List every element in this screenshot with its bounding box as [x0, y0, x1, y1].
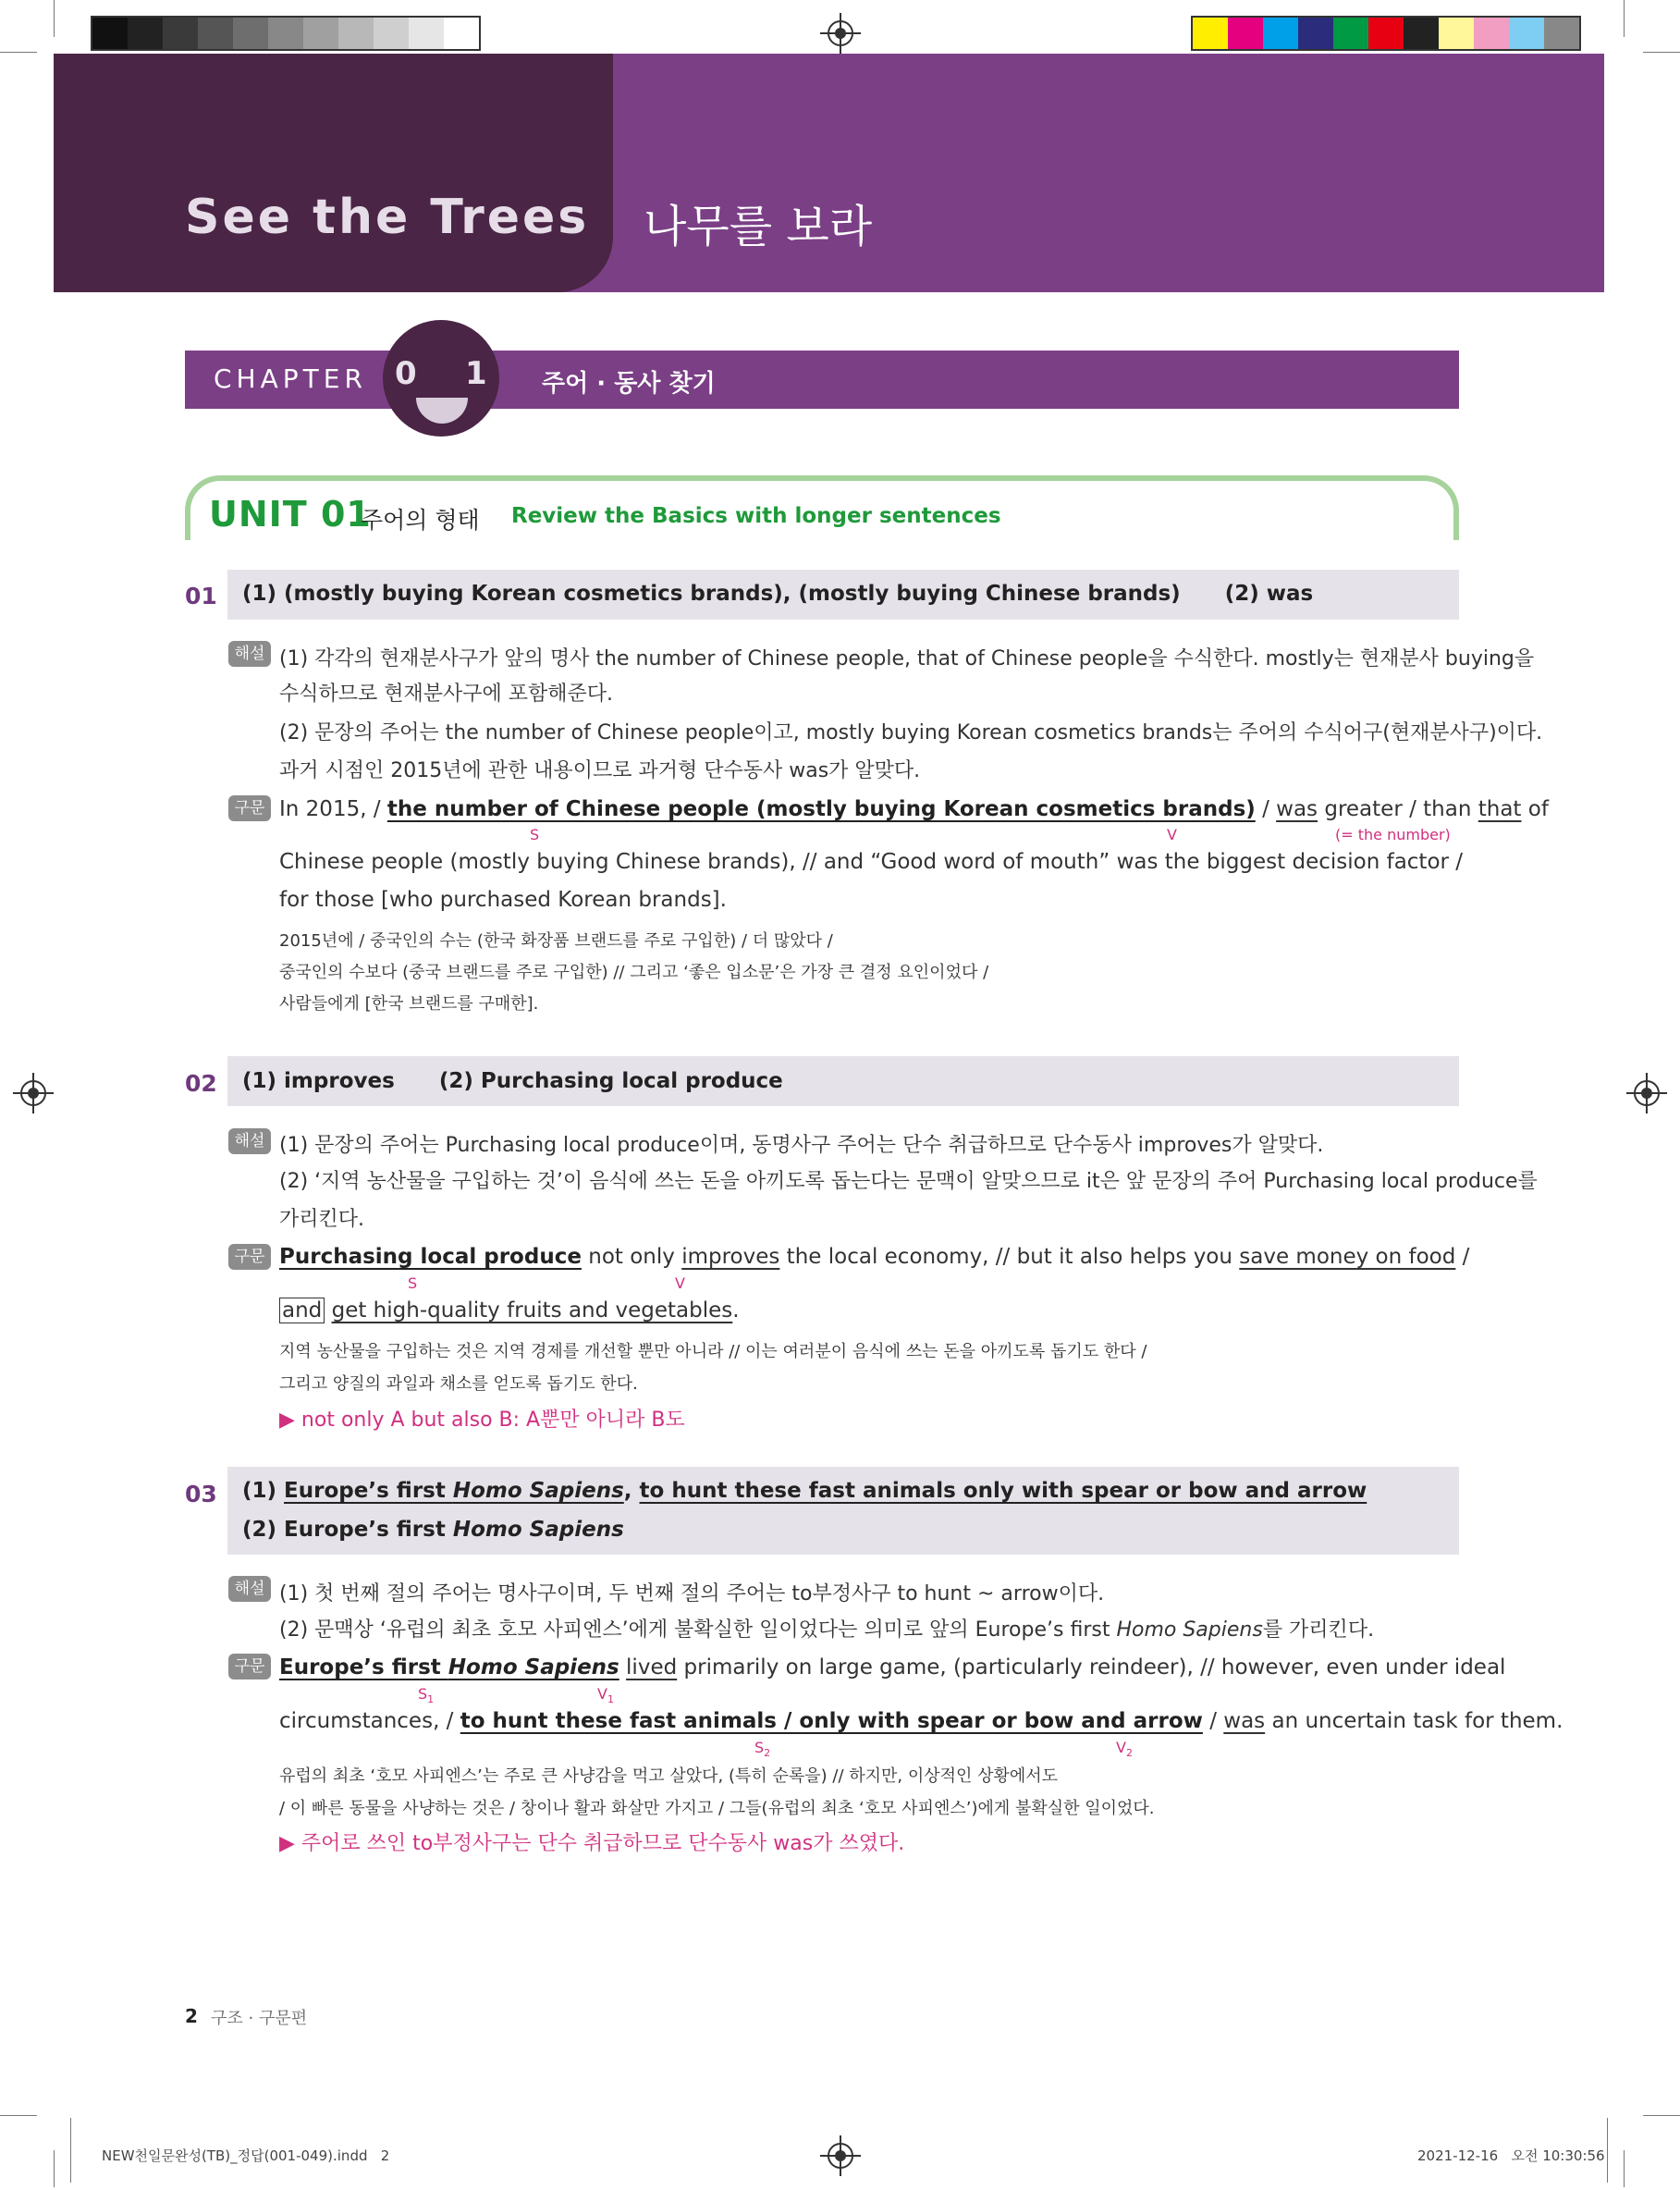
grammar-note: [279, 1827, 904, 1856]
answer-text: [242, 1518, 624, 1542]
crop-mark: [1624, 2150, 1625, 2187]
explanation-line: 과거 시점인 2015년에 관한 내용이므로 과거형 단수동사 was가 알맞다.: [279, 759, 921, 782]
answer-part: ,: [623, 1479, 640, 1503]
translation-line: / 이 빠른 동물을 사냥하는 것은 / 창이나 활과 화살만 가지고 / 그들(유럽의 최초 ‘호모 사피엔스’)에게 불확실한 일이었다.: [279, 1799, 1155, 1818]
explanation-line: (2) 문장의 주어는 the number of Chinese people이고, mostly buying Korean cosmetics brands는 주어의 수식어구(현재분사구)이다.: [279, 721, 1543, 744]
chapter-bar: [185, 351, 1459, 409]
sentence-subject: to hunt these fast animals / only with spear or bow and arrow: [460, 1709, 1203, 1733]
translation-line: 사람들에게 [한국 브랜드를 구매한].: [279, 994, 539, 1014]
subject-mark: S: [530, 826, 540, 843]
structure-sentence: for those [who purchased Korean brands].: [279, 888, 727, 912]
answer-text: [242, 1479, 1367, 1503]
explanation-part: 를 가리킨다.: [1262, 1618, 1375, 1642]
sentence-part: /: [1255, 797, 1277, 821]
registration-mark: [828, 2143, 853, 2169]
mark-letter: V: [1116, 1739, 1126, 1756]
sentence-part: not only: [581, 1245, 682, 1269]
explanation-part: Homo Sapiens: [1116, 1618, 1263, 1642]
chapter-label: CHAPTER: [214, 363, 367, 394]
unit-name: UNIT 01: [209, 494, 372, 535]
subject-mark: [418, 1685, 434, 1705]
explanation-line: (1) 문장의 주어는 Purchasing local produce이며, 동명사구 주어는 단수 취급하므로 단수동사 improves가 알맞다.: [279, 1134, 1324, 1157]
unit-subtitle: Review the Basics with longer sentences: [511, 504, 1001, 528]
structure-tag: 구문: [228, 795, 271, 821]
explanation-line: (1) 첫 번째 절의 주어는 명사구이며, 두 번째 절의 주어는 to부정사구 to hunt ~ arrow이다.: [279, 1582, 1105, 1606]
sentence-subject: [279, 1655, 619, 1679]
header-band-left: [54, 54, 613, 292]
reference-mark: (= the number): [1335, 826, 1451, 843]
sentence-verb: was: [1223, 1709, 1266, 1733]
sentence-part: In 2015, /: [279, 797, 387, 821]
verb-mark: [1116, 1739, 1133, 1759]
print-slug-date: 2021-12-16 오전 10:30:56: [1417, 2147, 1605, 2164]
print-slug-file: NEW천일문완성(TB)_정답(001-049).indd 2: [102, 2147, 390, 2164]
crop-mark: [1607, 2118, 1608, 2183]
registration-mark: [20, 1080, 46, 1106]
sentence-part: /: [1202, 1709, 1224, 1733]
chapter-title: 주어 · 동사 찾기: [542, 370, 716, 398]
sentence-part: [619, 1655, 626, 1679]
grayscale-swatches: [91, 16, 481, 51]
structure-sentence: [279, 1298, 740, 1323]
crop-mark: [1643, 2115, 1680, 2116]
grammar-note: [279, 1404, 685, 1433]
answer-part: Europe’s first: [284, 1479, 453, 1503]
chapter-number-digit: 1: [465, 355, 487, 392]
structure-tag: 구문: [228, 1244, 271, 1270]
crop-mark: [1624, 0, 1625, 37]
structure-sentence: [279, 797, 1549, 821]
sentence-part: Europe’s first: [279, 1655, 448, 1679]
crop-mark: [70, 2118, 71, 2183]
sentence-verb: was: [1276, 797, 1318, 821]
page-number: 2: [185, 2005, 198, 2027]
sentence-part: the local economy, // but it also helps you: [779, 1245, 1240, 1269]
sentence-verb: improves: [681, 1245, 780, 1269]
crop-mark: [54, 0, 55, 37]
mark-subscript: 1: [427, 1693, 435, 1706]
question-number: 02: [185, 1070, 217, 1097]
answer-part: Homo Sapiens: [452, 1518, 624, 1542]
page-title-ko: 나무를 보라: [644, 201, 873, 252]
grammar-note-text: 주어로 쓰인 to부정사구는 단수 취급하므로 단수동사 was가 쓰였다.: [300, 1832, 905, 1855]
translation-line: 2015년에 / 중국인의 수는 (한국 화장품 브랜드를 주로 구입한) / 더 많았다 /: [279, 931, 833, 951]
question-number: 03: [185, 1481, 217, 1507]
translation-line: 유럽의 최초 ‘호모 사피엔스’는 주로 큰 사냥감을 먹고 살았다, (특히 순록을) // 하지만, 이상적인 상황에서도: [279, 1766, 1059, 1786]
sentence-object: save money on food: [1239, 1245, 1456, 1269]
crop-mark: [0, 52, 37, 53]
triangle-icon: ▶: [279, 1409, 295, 1432]
explanation-line: 수식하므로 현재분사구에 포함해준다.: [279, 683, 614, 706]
structure-sentence: Chinese people (mostly buying Chinese brands), // and “Good word of mouth” was the biggest decision factor /: [279, 850, 1464, 874]
sentence-part: .: [732, 1298, 740, 1323]
sentence-part: circumstances, /: [279, 1709, 460, 1733]
sentence-verb: lived: [626, 1655, 678, 1679]
unit-title-ko: 주어의 형태: [361, 507, 480, 534]
mark-letter: V: [597, 1685, 607, 1703]
conjunction-box: and: [279, 1298, 325, 1323]
sentence-subject: Purchasing local produce: [279, 1245, 582, 1269]
answer-text: (1) improves (2) Purchasing local produce: [242, 1069, 783, 1093]
verb-mark: [597, 1685, 614, 1705]
sentence-part: of: [1521, 797, 1549, 821]
footer-section: 구조 · 구문편: [211, 2009, 308, 2028]
sentence-part: primarily on large game, (particularly reindeer), // however, even under ideal: [677, 1655, 1506, 1679]
mark-letter: S: [418, 1685, 428, 1703]
mark-subscript: 1: [607, 1693, 614, 1706]
chapter-number-digit: 0: [395, 355, 417, 392]
explanation-line: (1) 각각의 현재분사구가 앞의 명사 the number of Chinese people, that of Chinese people을 수식한다. mostly는 현재분사 buying을: [279, 647, 1535, 671]
sentence-part: an uncertain task for them.: [1265, 1709, 1564, 1733]
answer-part: [284, 1479, 624, 1503]
answer-part: (2) Europe’s first: [242, 1518, 453, 1542]
registration-mark: [1634, 1080, 1660, 1106]
explain-tag: 해설: [228, 641, 271, 667]
answer-part: (1): [242, 1479, 285, 1503]
explanation-line: (2) ‘지역 농산물을 구입하는 것’이 음식에 쓰는 돈을 아끼도록 돕는다는 문맥이 알맞으므로 it은 앞 문장의 주어 Purchasing local produce를: [279, 1170, 1538, 1193]
crop-mark: [0, 2115, 37, 2116]
answer-text: (1) (mostly buying Korean cosmetics brands), (mostly buying Chinese brands) (2) was: [242, 582, 1314, 606]
registration-mark: [828, 20, 853, 46]
explanation-line: 가리킨다.: [279, 1208, 365, 1231]
sentence-part: Homo Sapiens: [448, 1655, 619, 1679]
grammar-note-text: not only A but also B: A뿐만 아니라 B도: [300, 1409, 685, 1432]
crop-mark: [54, 2150, 55, 2187]
mark-subscript: 2: [764, 1747, 771, 1760]
crop-mark: [1643, 52, 1680, 53]
structure-sentence: [279, 1709, 1563, 1733]
mark-subscript: 2: [1125, 1747, 1133, 1760]
triangle-icon: ▶: [279, 1832, 295, 1855]
page-title-en: See the Trees: [185, 190, 590, 245]
structure-sentence: [279, 1245, 1469, 1269]
sentence-subject: the number of Chinese people (mostly buying Korean cosmetics brands): [386, 797, 1256, 821]
sentence-part: get high-quality fruits and vegetables: [331, 1298, 733, 1323]
explain-tag: 해설: [228, 1576, 271, 1602]
structure-tag: 구문: [228, 1654, 271, 1679]
explanation-line: [279, 1614, 1374, 1642]
color-swatches: [1191, 16, 1581, 51]
subject-mark: [754, 1739, 770, 1759]
explanation-part: (2) 문맥상 ‘유럽의 최초 호모 사피엔스’에게 불확실한 일이었다는 의미로 앞의 Europe’s first: [279, 1618, 1117, 1642]
question-number: 01: [185, 583, 217, 609]
answer-part: to hunt these fast animals only with spear or bow and arrow: [639, 1479, 1367, 1503]
verb-mark: V: [1167, 826, 1177, 843]
translation-line: 지역 농산물을 구입하는 것은 지역 경제를 개선할 뿐만 아니라 // 이는 여러분이 음식에 쓰는 돈을 아끼도록 돕기도 한다 /: [279, 1342, 1147, 1361]
mark-letter: S: [754, 1739, 765, 1756]
structure-sentence: [279, 1655, 1505, 1679]
translation-line: 중국인의 수보다 (중국 브랜드를 주로 구입한) // 그리고 ‘좋은 입소문’은 가장 큰 결정 요인이었다 /: [279, 963, 989, 982]
translation-line: 그리고 양질의 과일과 채소를 얻도록 돕기도 한다.: [279, 1374, 638, 1394]
sentence-part: /: [1455, 1245, 1470, 1269]
sentence-part: greater / than: [1318, 797, 1478, 821]
explain-tag: 해설: [228, 1128, 271, 1154]
subject-mark: S: [408, 1274, 418, 1292]
verb-mark: V: [675, 1274, 685, 1292]
answer-part: Homo Sapiens: [452, 1479, 624, 1503]
sentence-pronoun: that: [1478, 797, 1522, 821]
